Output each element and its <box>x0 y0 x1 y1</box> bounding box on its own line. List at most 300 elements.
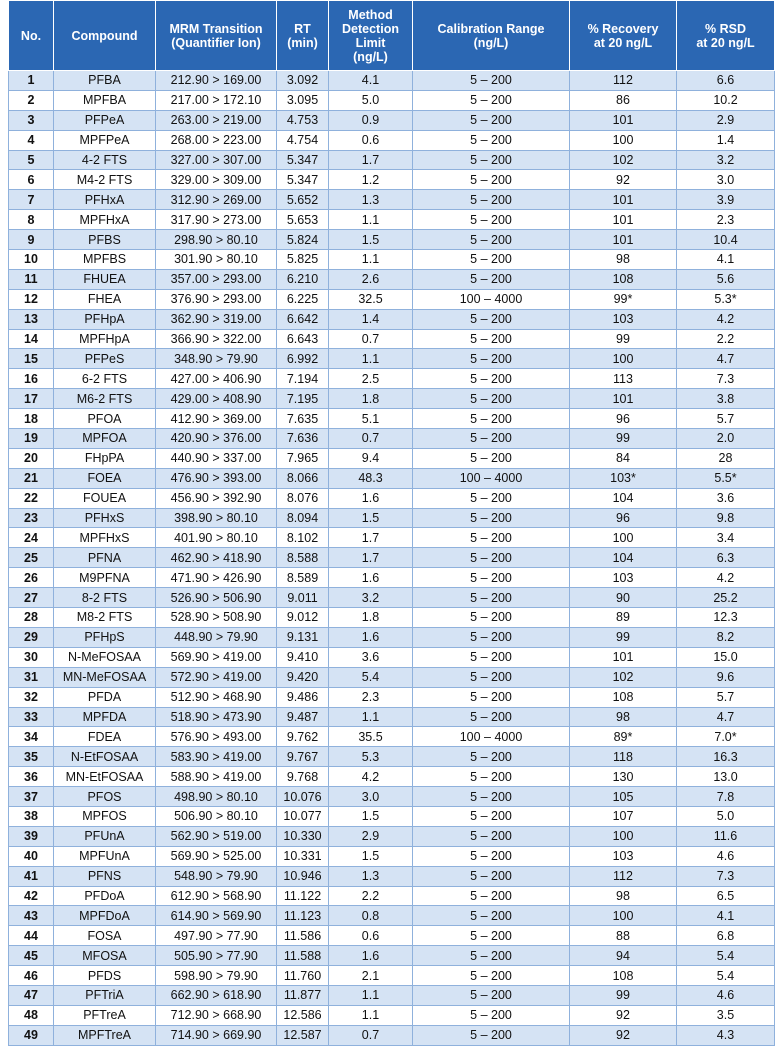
cell-rt: 6.992 <box>277 349 329 369</box>
cell-detection-limit: 9.4 <box>329 448 413 468</box>
cell-mrm-transition: 548.90 > 79.90 <box>156 866 277 886</box>
cell-calibration-range: 5 – 200 <box>413 429 570 449</box>
cell-rt: 11.760 <box>277 966 329 986</box>
cell-rsd: 5.4 <box>677 966 775 986</box>
cell-compound: PFOA <box>54 409 156 429</box>
cell-no: 21 <box>9 468 54 488</box>
cell-recovery: 84 <box>570 448 677 468</box>
cell-mrm-transition: 505.90 > 77.90 <box>156 946 277 966</box>
cell-rsd: 3.0 <box>677 170 775 190</box>
cell-calibration-range: 5 – 200 <box>413 806 570 826</box>
cell-compound: MPFDA <box>54 707 156 727</box>
cell-mrm-transition: 348.90 > 79.90 <box>156 349 277 369</box>
cell-rsd: 4.2 <box>677 309 775 329</box>
table-row <box>9 627 775 647</box>
cell-detection-limit: 1.4 <box>329 309 413 329</box>
cell-no: 33 <box>9 707 54 727</box>
cell-calibration-range: 5 – 200 <box>413 667 570 687</box>
cell-recovery: 104 <box>570 488 677 508</box>
cell-mrm-transition: 362.90 > 319.00 <box>156 309 277 329</box>
cell-rt: 7.195 <box>277 389 329 409</box>
cell-no: 17 <box>9 389 54 409</box>
cell-mrm-transition: 598.90 > 79.90 <box>156 966 277 986</box>
table-row <box>9 110 775 130</box>
cell-recovery: 101 <box>570 210 677 230</box>
cell-recovery: 103 <box>570 568 677 588</box>
cell-no: 40 <box>9 846 54 866</box>
cell-detection-limit: 1.1 <box>329 250 413 270</box>
cell-rsd: 4.7 <box>677 349 775 369</box>
cell-mrm-transition: 662.90 > 618.90 <box>156 985 277 1005</box>
cell-compound: PFPeA <box>54 110 156 130</box>
cell-rt: 11.588 <box>277 946 329 966</box>
table-row <box>9 647 775 667</box>
cell-rsd: 5.6 <box>677 269 775 289</box>
cell-recovery: 107 <box>570 806 677 826</box>
table-row <box>9 588 775 608</box>
cell-no: 36 <box>9 767 54 787</box>
cell-rt: 5.653 <box>277 210 329 230</box>
cell-rt: 3.092 <box>277 71 329 91</box>
cell-rt: 6.642 <box>277 309 329 329</box>
cell-recovery: 104 <box>570 548 677 568</box>
table-row <box>9 210 775 230</box>
cell-compound: PFTriA <box>54 985 156 1005</box>
cell-rsd: 5.7 <box>677 409 775 429</box>
cell-calibration-range: 5 – 200 <box>413 985 570 1005</box>
cell-rsd: 7.3 <box>677 866 775 886</box>
cell-compound: N-MeFOSAA <box>54 647 156 667</box>
cell-recovery: 105 <box>570 787 677 807</box>
table-row <box>9 608 775 628</box>
cell-compound: PFDA <box>54 687 156 707</box>
cell-calibration-range: 5 – 200 <box>413 488 570 508</box>
cell-rsd: 6.8 <box>677 926 775 946</box>
cell-no: 44 <box>9 926 54 946</box>
cell-mrm-transition: 329.00 > 309.00 <box>156 170 277 190</box>
cell-rsd: 7.8 <box>677 787 775 807</box>
cell-compound: N-EtFOSAA <box>54 747 156 767</box>
cell-detection-limit: 0.6 <box>329 926 413 946</box>
table-row <box>9 568 775 588</box>
cell-calibration-range: 5 – 200 <box>413 90 570 110</box>
cell-no: 14 <box>9 329 54 349</box>
cell-recovery: 103* <box>570 468 677 488</box>
cell-detection-limit: 1.5 <box>329 806 413 826</box>
cell-compound: MPFHxS <box>54 528 156 548</box>
cell-rsd: 4.6 <box>677 846 775 866</box>
cell-no: 19 <box>9 429 54 449</box>
cell-calibration-range: 5 – 200 <box>413 110 570 130</box>
table-row <box>9 309 775 329</box>
table-row <box>9 369 775 389</box>
cell-mrm-transition: 588.90 > 419.00 <box>156 767 277 787</box>
table-row <box>9 1025 775 1045</box>
cell-recovery: 98 <box>570 250 677 270</box>
cell-rt: 10.076 <box>277 787 329 807</box>
cell-no: 31 <box>9 667 54 687</box>
cell-compound: PFPeS <box>54 349 156 369</box>
cell-detection-limit: 0.6 <box>329 130 413 150</box>
cell-rsd: 5.4 <box>677 946 775 966</box>
cell-rt: 8.094 <box>277 508 329 528</box>
cell-mrm-transition: 268.00 > 223.00 <box>156 130 277 150</box>
table-row <box>9 806 775 826</box>
cell-detection-limit: 5.1 <box>329 409 413 429</box>
cell-calibration-range: 5 – 200 <box>413 269 570 289</box>
header-recovery: % Recovery at 20 ng/L <box>570 1 677 71</box>
cell-rt: 9.410 <box>277 647 329 667</box>
table-row <box>9 71 775 91</box>
cell-compound: PFNA <box>54 548 156 568</box>
cell-rsd: 9.8 <box>677 508 775 528</box>
cell-mrm-transition: 398.90 > 80.10 <box>156 508 277 528</box>
cell-recovery: 113 <box>570 369 677 389</box>
cell-rsd: 9.6 <box>677 667 775 687</box>
table-row <box>9 150 775 170</box>
cell-mrm-transition: 576.90 > 493.00 <box>156 727 277 747</box>
cell-detection-limit: 0.9 <box>329 110 413 130</box>
cell-rt: 5.347 <box>277 150 329 170</box>
cell-compound: 6-2 FTS <box>54 369 156 389</box>
cell-rt: 10.330 <box>277 826 329 846</box>
cell-calibration-range: 5 – 200 <box>413 170 570 190</box>
cell-recovery: 101 <box>570 230 677 250</box>
table-row <box>9 548 775 568</box>
cell-calibration-range: 5 – 200 <box>413 906 570 926</box>
results-table <box>8 0 775 1046</box>
cell-compound: M8-2 FTS <box>54 608 156 628</box>
cell-rsd: 5.3* <box>677 289 775 309</box>
cell-recovery: 99* <box>570 289 677 309</box>
cell-recovery: 108 <box>570 966 677 986</box>
cell-mrm-transition: 312.90 > 269.00 <box>156 190 277 210</box>
cell-recovery: 98 <box>570 707 677 727</box>
cell-rsd: 10.4 <box>677 230 775 250</box>
cell-recovery: 100 <box>570 130 677 150</box>
table-row <box>9 846 775 866</box>
cell-rt: 10.946 <box>277 866 329 886</box>
cell-calibration-range: 5 – 200 <box>413 329 570 349</box>
cell-detection-limit: 3.0 <box>329 787 413 807</box>
cell-rsd: 3.6 <box>677 488 775 508</box>
cell-compound: PFUnA <box>54 826 156 846</box>
cell-rt: 5.347 <box>277 170 329 190</box>
cell-recovery: 112 <box>570 71 677 91</box>
cell-no: 5 <box>9 150 54 170</box>
cell-mrm-transition: 476.90 > 393.00 <box>156 468 277 488</box>
cell-rt: 9.767 <box>277 747 329 767</box>
cell-compound: PFBA <box>54 71 156 91</box>
cell-calibration-range: 5 – 200 <box>413 787 570 807</box>
cell-compound: MPFHxA <box>54 210 156 230</box>
cell-calibration-range: 5 – 200 <box>413 707 570 727</box>
cell-calibration-range: 5 – 200 <box>413 568 570 588</box>
cell-mrm-transition: 317.90 > 273.00 <box>156 210 277 230</box>
cell-rsd: 4.6 <box>677 985 775 1005</box>
cell-detection-limit: 1.7 <box>329 150 413 170</box>
cell-detection-limit: 1.5 <box>329 846 413 866</box>
cell-detection-limit: 1.8 <box>329 389 413 409</box>
cell-calibration-range: 5 – 200 <box>413 230 570 250</box>
cell-recovery: 96 <box>570 508 677 528</box>
cell-rt: 9.011 <box>277 588 329 608</box>
cell-mrm-transition: 506.90 > 80.10 <box>156 806 277 826</box>
cell-recovery: 101 <box>570 190 677 210</box>
cell-recovery: 118 <box>570 747 677 767</box>
cell-no: 25 <box>9 548 54 568</box>
cell-compound: FDEA <box>54 727 156 747</box>
table-row <box>9 946 775 966</box>
cell-compound: PFTreA <box>54 1005 156 1025</box>
cell-mrm-transition: 497.90 > 77.90 <box>156 926 277 946</box>
cell-mrm-transition: 471.90 > 426.90 <box>156 568 277 588</box>
cell-rt: 11.877 <box>277 985 329 1005</box>
cell-recovery: 99 <box>570 985 677 1005</box>
cell-mrm-transition: 376.90 > 293.00 <box>156 289 277 309</box>
table-row <box>9 707 775 727</box>
cell-recovery: 89 <box>570 608 677 628</box>
cell-no: 22 <box>9 488 54 508</box>
cell-calibration-range: 100 – 4000 <box>413 468 570 488</box>
cell-no: 49 <box>9 1025 54 1045</box>
cell-rsd: 6.5 <box>677 886 775 906</box>
cell-no: 23 <box>9 508 54 528</box>
cell-no: 46 <box>9 966 54 986</box>
cell-mrm-transition: 612.90 > 568.90 <box>156 886 277 906</box>
cell-mrm-transition: 512.90 > 468.90 <box>156 687 277 707</box>
cell-no: 11 <box>9 269 54 289</box>
cell-no: 47 <box>9 985 54 1005</box>
table-row <box>9 409 775 429</box>
cell-recovery: 90 <box>570 588 677 608</box>
cell-recovery: 89* <box>570 727 677 747</box>
cell-rsd: 11.6 <box>677 826 775 846</box>
cell-no: 16 <box>9 369 54 389</box>
cell-detection-limit: 48.3 <box>329 468 413 488</box>
cell-recovery: 112 <box>570 866 677 886</box>
table-row <box>9 966 775 986</box>
cell-rsd: 25.2 <box>677 588 775 608</box>
table-row <box>9 667 775 687</box>
cell-rsd: 4.7 <box>677 707 775 727</box>
cell-rt: 6.643 <box>277 329 329 349</box>
cell-no: 13 <box>9 309 54 329</box>
cell-detection-limit: 1.6 <box>329 568 413 588</box>
cell-rt: 9.012 <box>277 608 329 628</box>
cell-no: 34 <box>9 727 54 747</box>
cell-mrm-transition: 518.90 > 473.90 <box>156 707 277 727</box>
cell-recovery: 92 <box>570 1025 677 1045</box>
cell-rt: 9.131 <box>277 627 329 647</box>
cell-recovery: 103 <box>570 309 677 329</box>
cell-calibration-range: 5 – 200 <box>413 548 570 568</box>
cell-rt: 10.331 <box>277 846 329 866</box>
results-table-container <box>8 0 774 1046</box>
cell-no: 42 <box>9 886 54 906</box>
cell-rt: 8.589 <box>277 568 329 588</box>
cell-no: 26 <box>9 568 54 588</box>
cell-compound: PFHxS <box>54 508 156 528</box>
table-row <box>9 269 775 289</box>
cell-recovery: 101 <box>570 110 677 130</box>
cell-rsd: 8.2 <box>677 627 775 647</box>
cell-compound: 4-2 FTS <box>54 150 156 170</box>
cell-mrm-transition: 429.00 > 408.90 <box>156 389 277 409</box>
cell-calibration-range: 5 – 200 <box>413 309 570 329</box>
cell-detection-limit: 32.5 <box>329 289 413 309</box>
cell-compound: MFOSA <box>54 946 156 966</box>
cell-calibration-range: 5 – 200 <box>413 588 570 608</box>
table-row <box>9 448 775 468</box>
cell-recovery: 88 <box>570 926 677 946</box>
cell-calibration-range: 100 – 4000 <box>413 727 570 747</box>
cell-no: 48 <box>9 1005 54 1025</box>
cell-compound: MPFOA <box>54 429 156 449</box>
cell-recovery: 96 <box>570 409 677 429</box>
cell-compound: MPFUnA <box>54 846 156 866</box>
table-row <box>9 687 775 707</box>
cell-no: 9 <box>9 230 54 250</box>
table-row <box>9 727 775 747</box>
cell-rsd: 4.1 <box>677 906 775 926</box>
cell-rsd: 2.2 <box>677 329 775 349</box>
cell-rsd: 13.0 <box>677 767 775 787</box>
cell-rt: 8.066 <box>277 468 329 488</box>
cell-rt: 5.824 <box>277 230 329 250</box>
cell-compound: PFDS <box>54 966 156 986</box>
table-row <box>9 289 775 309</box>
cell-detection-limit: 1.3 <box>329 866 413 886</box>
cell-calibration-range: 5 – 200 <box>413 1005 570 1025</box>
cell-compound: MPFHpA <box>54 329 156 349</box>
cell-rt: 7.636 <box>277 429 329 449</box>
cell-detection-limit: 5.0 <box>329 90 413 110</box>
cell-mrm-transition: 562.90 > 519.00 <box>156 826 277 846</box>
cell-no: 2 <box>9 90 54 110</box>
cell-recovery: 92 <box>570 1005 677 1025</box>
table-row <box>9 747 775 767</box>
cell-no: 45 <box>9 946 54 966</box>
cell-rt: 9.486 <box>277 687 329 707</box>
table-row <box>9 329 775 349</box>
header-compound: Compound <box>54 1 156 71</box>
cell-rt: 7.635 <box>277 409 329 429</box>
cell-compound: FHEA <box>54 289 156 309</box>
cell-compound: FOSA <box>54 926 156 946</box>
table-row <box>9 767 775 787</box>
table-row <box>9 508 775 528</box>
cell-detection-limit: 0.8 <box>329 906 413 926</box>
cell-no: 20 <box>9 448 54 468</box>
cell-rsd: 15.0 <box>677 647 775 667</box>
cell-rsd: 10.2 <box>677 90 775 110</box>
cell-rt: 8.076 <box>277 488 329 508</box>
cell-no: 28 <box>9 608 54 628</box>
cell-rt: 11.586 <box>277 926 329 946</box>
cell-calibration-range: 5 – 200 <box>413 608 570 628</box>
cell-rsd: 4.3 <box>677 1025 775 1045</box>
cell-recovery: 103 <box>570 846 677 866</box>
cell-detection-limit: 2.2 <box>329 886 413 906</box>
cell-rt: 6.225 <box>277 289 329 309</box>
cell-compound: MPFPeA <box>54 130 156 150</box>
table-row <box>9 488 775 508</box>
cell-compound: FHUEA <box>54 269 156 289</box>
cell-calibration-range: 5 – 200 <box>413 369 570 389</box>
cell-mrm-transition: 462.90 > 418.90 <box>156 548 277 568</box>
cell-rsd: 12.3 <box>677 608 775 628</box>
cell-recovery: 99 <box>570 429 677 449</box>
cell-recovery: 108 <box>570 269 677 289</box>
header-rsd: % RSD at 20 ng/L <box>677 1 775 71</box>
cell-rsd: 5.7 <box>677 687 775 707</box>
cell-mrm-transition: 448.90 > 79.90 <box>156 627 277 647</box>
cell-rsd: 3.4 <box>677 528 775 548</box>
cell-rt: 4.753 <box>277 110 329 130</box>
cell-rt: 9.420 <box>277 667 329 687</box>
cell-compound: MPFDoA <box>54 906 156 926</box>
cell-recovery: 100 <box>570 528 677 548</box>
cell-rsd: 4.1 <box>677 250 775 270</box>
cell-calibration-range: 5 – 200 <box>413 130 570 150</box>
cell-rsd: 28 <box>677 448 775 468</box>
cell-no: 6 <box>9 170 54 190</box>
cell-no: 43 <box>9 906 54 926</box>
table-row <box>9 926 775 946</box>
cell-no: 38 <box>9 806 54 826</box>
header-rt: RT (min) <box>277 1 329 71</box>
cell-no: 3 <box>9 110 54 130</box>
cell-rt: 8.102 <box>277 528 329 548</box>
table-row <box>9 866 775 886</box>
cell-recovery: 99 <box>570 627 677 647</box>
cell-no: 30 <box>9 647 54 667</box>
cell-detection-limit: 1.7 <box>329 548 413 568</box>
table-row <box>9 230 775 250</box>
cell-rt: 8.588 <box>277 548 329 568</box>
cell-calibration-range: 5 – 200 <box>413 946 570 966</box>
cell-no: 12 <box>9 289 54 309</box>
cell-rt: 11.122 <box>277 886 329 906</box>
cell-recovery: 101 <box>570 647 677 667</box>
cell-rt: 11.123 <box>277 906 329 926</box>
cell-rsd: 5.5* <box>677 468 775 488</box>
cell-rt: 3.095 <box>277 90 329 110</box>
cell-rt: 7.194 <box>277 369 329 389</box>
cell-rsd: 2.3 <box>677 210 775 230</box>
cell-detection-limit: 5.4 <box>329 667 413 687</box>
cell-rsd: 3.5 <box>677 1005 775 1025</box>
table-row <box>9 906 775 926</box>
cell-detection-limit: 5.3 <box>329 747 413 767</box>
cell-mrm-transition: 420.90 > 376.00 <box>156 429 277 449</box>
cell-mrm-transition: 498.90 > 80.10 <box>156 787 277 807</box>
table-row <box>9 389 775 409</box>
cell-detection-limit: 1.1 <box>329 210 413 230</box>
cell-rsd: 5.0 <box>677 806 775 826</box>
cell-compound: MN-EtFOSAA <box>54 767 156 787</box>
cell-compound: M6-2 FTS <box>54 389 156 409</box>
cell-mrm-transition: 327.00 > 307.00 <box>156 150 277 170</box>
cell-calibration-range: 5 – 200 <box>413 349 570 369</box>
cell-rt: 10.077 <box>277 806 329 826</box>
cell-calibration-range: 5 – 200 <box>413 866 570 886</box>
cell-calibration-range: 5 – 200 <box>413 826 570 846</box>
cell-rsd: 3.8 <box>677 389 775 409</box>
cell-rsd: 4.2 <box>677 568 775 588</box>
cell-calibration-range: 5 – 200 <box>413 508 570 528</box>
